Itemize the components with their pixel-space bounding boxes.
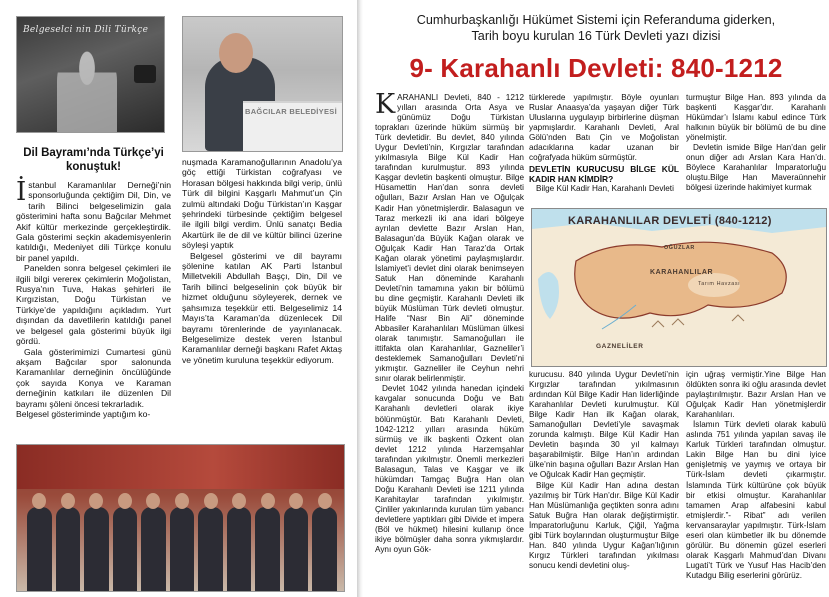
map-label-oguzlar: OĞUZLAR	[664, 245, 695, 251]
person	[312, 507, 337, 591]
person	[141, 507, 166, 591]
series-kicker	[363, 12, 829, 44]
section-subhead: DEVLETİN KURUCUSU BİLGE KÜL KADIR HAN KİMDİR?	[529, 164, 679, 185]
camera-icon	[134, 65, 156, 83]
article-column-2	[529, 93, 679, 203]
group-people	[27, 497, 337, 591]
stage-banner	[17, 445, 344, 489]
paragraph: türklerede yapılmıştır. Böyle oyunları Ruslar Anaasya’da yaşayan diğer Türk Uluslarına uygulayıp birbirlerine düşman yapmışlardır. Karahanlı Devleti, Aral Gölü’nden Batı Çin ve Moğolistan adacıklarına kadar uzanan bir coğrafyada hüküm sürmüştür.	[529, 93, 679, 163]
person	[56, 507, 81, 591]
article-column-3	[686, 93, 826, 203]
paragraph: Devlet 1042 yılında hanedan içindeki kavgalar sonucunda Doğu ve Batı Karahanlı devletleri olarak ikiye bölünmüştür. Batı Karahanlı Devleti, 1042-1212 yılları arasında hüküm sürmüş ve ilk başkenti Özkent olan devlet 1212 yılında Harzemşahlar tarafından yıkılmıştır. Önemli merkezleri Balasagun, Talas ve Kaşgar ve ilk hükümdarı Tamgaç Buğra Han olan Doğu Karahanlı Devleti ise 1211 yılında Karahitaylar tarafından yıkılmıştır. Çinliler yakınlarında kurulan tüm yabancı devletlere yaptıkları gibi Divide et impera (Böl ve hükmet) hilesini kullanıp önce ikiye bölmüşler daha sonra yıkmışlardır. Aynı oyun Gök-	[375, 384, 524, 555]
right-page	[363, 0, 829, 597]
poster-figure	[57, 47, 117, 132]
historical-map	[531, 208, 827, 367]
person	[198, 507, 223, 591]
person	[113, 507, 138, 591]
speaker-head	[219, 33, 253, 73]
map-label-gazneliler: GAZNELİLER	[596, 343, 644, 350]
paragraph: İslamın Türk devleti olarak kabulü aslında 751 yılında yapılan savaş ile Karluk Türkleri tarafından olmuştur. Lakin Bilge Han bu dini iyice genişletmiş ve yaymış ve ortaya bir Türk-İslam devleti çıkarmıştır. İslamında Türk kültürüne çok büyük bir etkisi olmuştur. Karahanlılar tamamen Arap alfabesini kabul etmişlerdir.”- Ribat” adı verilen kervansaraylar yapılmıştır. Türk-İslam eseri olan kümbetler ilk bu dönemde görülür. Bu dönemin güzel eserleri olarak Kaşgarlı Mahmud’dan Divanı Lugati’t Türk ve Yusuf Has Hacib’den Kutadgu Bilig eserlerini görürüz.	[686, 420, 826, 580]
paragraph: stanbul Karamanlılar Derneği’nin sponsorluğunda çektiğim Dil, Din, ve tarih Bilinci belgeselimizin gala gösterimini hafta sonu Bağcılar Mehmet Akif kültür merkezinde gerçekleştirdik. Gala gösterimi seçkin akademisyenlerin katıldığı, Medeniyet dili Türkçe konulu bir panel yapıldı.	[16, 180, 171, 263]
paragraph: turmuştur Bilge Han. 893 yılında da başkenti Kaşgar’dır. Karahanlı Hükümdar’ı İslamı kabul edince Türk halkının büyük bir bölümü de bu dine yönelmiştir.	[686, 93, 826, 143]
paragraph: Bilge Kül Kadir Han adına destan yazılmış bir Türk Han’dır. Bilge Kül Kadir Han Müslümanlığa geçtikten sonra adını Satuk Buğra Han olarak değiştirmiştir. İmparatorluğunu Karluk, Çiğil, Yağma gibi Türk boylarından oluşturmuştur Bilge Han. 840 yılında Uygur Kağan’lığının Kırgız Türkleri tarafından yıkılması sonucu kendi devletini oluş-	[529, 480, 679, 570]
map-graphic	[532, 209, 826, 366]
article-headline: Dil Bayramı’nda Türkçe’yi konuştuk!	[23, 147, 164, 173]
dropcap: İ	[16, 177, 27, 207]
person	[27, 507, 52, 591]
left-page	[0, 0, 357, 597]
article-column-3-continued	[686, 370, 826, 595]
person	[284, 507, 309, 591]
article-title: 9- Karahanlı Devleti: 840-1212	[409, 53, 783, 83]
article-column-1	[16, 177, 171, 419]
map-label-karahanlilar: KARAHANLILAR	[650, 269, 714, 276]
person	[255, 507, 280, 591]
person	[227, 507, 252, 591]
article-column-2-continued	[529, 370, 679, 595]
kicker-line: Cumhurbaşkanlığı Hükümet Sistemi için Referanduma giderken,	[416, 13, 776, 27]
person	[84, 507, 109, 591]
kicker-line: Tarih boyu kurulan 16 Türk Devleti yazı dizisi	[471, 29, 721, 43]
speaker-photo	[182, 16, 343, 152]
article-column-1	[375, 93, 524, 593]
poster-title: Belgeselci nin Dili Türkçe	[23, 25, 149, 35]
documentary-poster-photo	[16, 16, 165, 133]
map-label-tarim: Tarım Havzası	[698, 281, 741, 287]
podium-text: BAĞCILAR BELEDİYESİ	[245, 107, 337, 116]
paragraph: ARAHANLI Devleti, 840 - 1212 yılları arasında Orta Asya ve günümüz Doğu Türkistan toprakları üzerinde hüküm sürmüş bir Türk devletidir. Bu devlet, 840 yılında Uygur Devleti’nin, Kırgızlar tarafından yıkılmasıyla Bilge Kül Kadir Han tarafından kurulmuştur. 893 yılında Kaşgar devletin başkenti olmuştur. Bilge Hüsamettin Han’dan sonra devleti oğulları, Bazır Arslan Han ve Oğulçak Kadir Han yönetmişlerdir. Balasagun ve Taraz merkezli iki ana idari bölgeye ayrılan devlette Bazır Arslan Han, Balasagun’da Büyük Kağan olarak ve Oğulçak Kadir Han Taraz’da Ortak Kağan olarak yönetimi paylaşmışlardır. İslamiyet’i devlet dini olarak benimseyen Satuk Han döneminde Karahanlı Devleti’nin tamamına yakın bir bölümü bu dine geçmiştir. Karahanlı Devleti ilk büyük Müslüman Türk devleti olmuştur. Halife “Nasr Bin Ali” döneminde Abbasiler Karahanlıları Müslüman ülkesi olarak tanımıştır. Samanoğulları ile ittifakta olan Karahanlılar, Gazneliler’i desteklemek Samanoğulları Devleti’ni yıkmıştır. Gazneliler ile Ceyhun nehri sınır olarak belirlenmiştir.	[375, 93, 524, 384]
paragraph: için uğraş vermiştir.Yine Bilge Han öldükten sonra iki oğlu arasında devlet paylaştırılmıştır. Bazır Arslan Han ve Oğulçak Kadir Han yönetmişlerdir Karahanlıları.	[686, 370, 826, 420]
paragraph: Belgesel gösterimi ve dil bayramı şölenine katılan AK Parti İstanbul Milletvekili Abdullah Başçı, Din, Dil ve Tarih bilinci belgeselinin çok büyük bir hizmet olduğunu söyleyerek, dernek ve şahsımıza teşekkür etti. Belgeselimiz 14 Mayıs’ta Karaman’da düzenlecek Dil bayramı törenlerinde de yayınlanacak. Belgeselimize destek veren İstanbul Karamanlılar derneği başkanı Rafet Aktaş ve yönetim kuruluna teşekkür ediyorum.	[182, 250, 342, 365]
paragraph: Bilge Kül Kadir Han, Karahanlı Devleti	[536, 184, 674, 194]
paragraph: Devletin ismide Bilge Han’dan gelir onun diğer adı Arslan Kara Han’dı. Böylece Karahanlılar İmparatorluğu oluştu.Bilge Han Maveraünnehir bölgesi üzerinde hakimiyet kurmak	[686, 143, 826, 193]
paragraph: Gala gösterimimizi Cumartesi günü akşam Bağcılar spor salonunda Karamanlılar derneğinin öncülüğünde çok sayıda Konya ve Karaman derneğinin katkıları ile düzenlen Dil bayramı şöleni öncesi tekrarladık.	[16, 346, 171, 409]
dropcap: K	[375, 93, 396, 120]
paragraph: nuşmada Karamanoğullarının Anadolu’ya göç ettiği Türkistan coğrafyası ve Horasan bölgesi hakkında bilgi verip, ünlü Türk dil bilgini Kaşgarlı Mahmut’un Çin zulmü altındaki Doğu Türkistan’ın Kaşgar şehrindeki türbesinde çektiğim belgesel ile ilgili bilgi verdim. Ünlü sanatçı Bedia Akartürk ile de dil ve kültür bilinci üzerine söyleşi yaptık	[182, 157, 342, 251]
person	[170, 507, 195, 591]
paragraph: Belgesel gösteriminde yaptığım ko-	[16, 408, 151, 419]
paragraph: kurucusu. 840 yılında Uygur Devleti’nin Kırgızlar tarafından yıkılmasının ardından Kül Bilge Kadir Han liderliğinde Karahanlılar Devleti kurulmuştur. Kül Bilge Kadir Han ilk Kağan olarak, Samanoğulları Devleti’yle savaşmak zorunda kalmıştı. Bilge Kül Kadir Han Devletin başında 30 yıl kalmayı başarabilmiştir. Bilge Han’ın ardından ülke’nin başına oğulları Bazır Arslan Han ve Oğulcak Kadir Han geçmiştir.	[529, 370, 679, 480]
map-title: KARAHANLILAR DEVLETİ (840-1212)	[568, 215, 772, 227]
paragraph: Panelden sonra belgesel çekimleri ile ilgili bilgi verereк çekimlerin Moğolistan, Rusya’nın Tuva, Hakas şehirleri ile Kırgızistan, Doğu Türkistan ve Türkiye’de yapıldığını açıkladım. Yurt dışından da davetlilerin katıldığı panel ve belgesel gala gösterimi büyük ilgi gördü.	[16, 263, 171, 347]
article-column-2	[182, 157, 342, 365]
group-photo	[16, 444, 345, 592]
